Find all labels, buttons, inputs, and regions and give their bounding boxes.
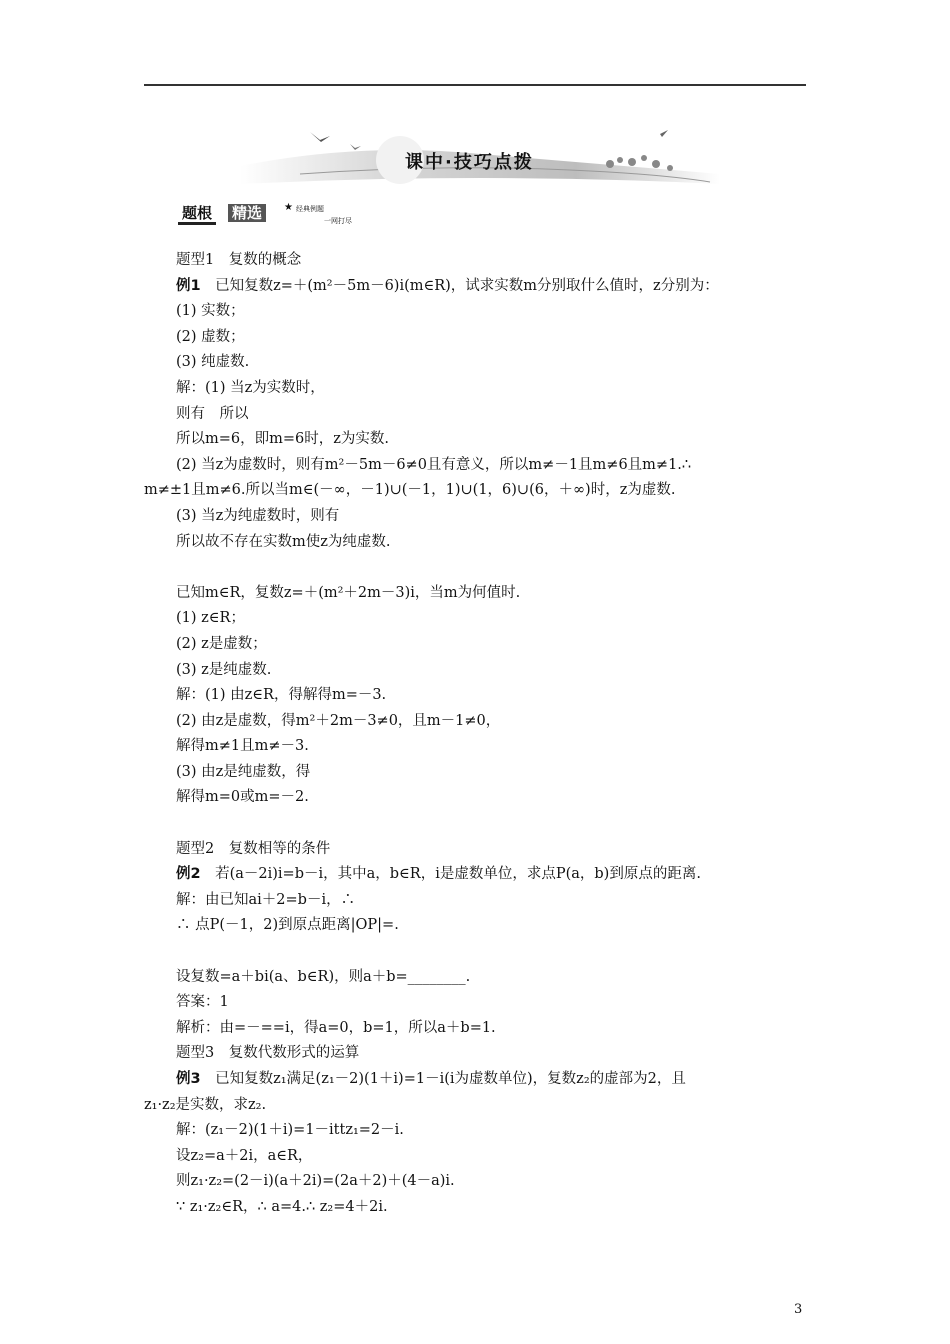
text-line (144, 1067, 810, 1093)
text-line: z₁·z₂是实数，求z₂. (144, 1096, 267, 1113)
text-line: 题型2 复数相等的条件 (176, 840, 331, 857)
text-line: 解：(1) 由z∈R，得解得m=－3. (176, 687, 387, 704)
tag-subtitle-2: 一网打尽 (324, 217, 352, 225)
example-label: 例3 (176, 1071, 201, 1087)
example-label: 例1 (176, 277, 201, 294)
text-line: (3) 当z为纯虚数时，则有 (176, 507, 340, 524)
text-line: 解得m≠1且m≠－3. (176, 738, 309, 755)
section-banner (240, 124, 720, 190)
tag-label-a: 题根 (178, 204, 216, 225)
text-line: 题型3 复数代数形式的运算 (176, 1045, 360, 1062)
text-line: (3) 纯虚数. (176, 354, 250, 371)
top-rule (144, 84, 806, 86)
text-line: (1) 实数； (176, 303, 245, 320)
star-icon: ★ (284, 202, 293, 213)
text-line: (2) 由z是虚数，得m²＋2m－3≠0，且m－1≠0， (176, 712, 501, 729)
text-line: (3) 由z是纯虚数，得 (176, 763, 311, 780)
text-line: 解：(z₁－2)(1＋i)=1－ittz₁=2－i. (176, 1122, 404, 1139)
text-line: ∵ z₁·z₂∈R，∴ a=4.∴ z₂=4＋2i. (176, 1198, 388, 1215)
text-line: ∴ 点P(－1，2)到原点距离|OP|=. (176, 917, 399, 934)
text-line: 则z₁·z₂=(2－i)(a＋2i)=(2a＋2)＋(4－a)i. (176, 1173, 455, 1190)
text-line: (3) z是纯虚数. (176, 661, 272, 678)
text-line (144, 274, 810, 300)
text-line: (2) z是虚数； (176, 635, 267, 652)
line-text: 若(a－2i)i=b－i，其中a，b∈R，i是虚数单位，求点P(a，b)到原点的距离. (200, 866, 701, 883)
text-line: 已知m∈R，复数z=＋(m²＋2m－3)i，当m为何值时. (176, 584, 521, 601)
line-text: 已知复数z₁满足(z₁－2)(1＋i)=1－i(i为虚数单位)，复数z₂的虚部为2，且 (200, 1071, 686, 1087)
text-line: 所以m=6，即m=6时，z为实数. (176, 431, 389, 448)
text-line: 解：(1) 当z为实数时， (176, 379, 325, 396)
banner-title: 课中·技巧点拨 (405, 152, 534, 173)
text-line: 答案：1 (176, 994, 229, 1011)
text-line: 解得m=0或m=－2. (176, 789, 309, 806)
text-line: (2) 当z为虚数时，则有m²－5m－6≠0且有意义，所以m≠－1且m≠6且m≠1.∴ (176, 456, 692, 473)
tag-label-b: 精选 (228, 204, 266, 222)
text-line: 解析：由=－==i，得a=0，b=1，所以a＋b=1. (176, 1019, 496, 1036)
text-line: 题型1 复数的概念 (176, 252, 302, 268)
section-tag (178, 200, 378, 230)
page-number: 3 (794, 1302, 803, 1317)
text-line: 所以故不存在实数m使z为纯虚数. (176, 533, 391, 550)
document-body (144, 248, 810, 1221)
line-text: 已知复数z=＋(m²－5m－6)i(m∈R)，试求实数m分别取什么值时，z分别为： (200, 277, 719, 294)
blank-line (144, 555, 810, 581)
text-line: 设复数=a＋bi(a、b∈R)，则a＋b=________. (176, 968, 471, 985)
tag-subtitle-1: 经典例题 (296, 205, 324, 213)
text-line: 则有 所以 (176, 405, 249, 422)
text-line: (2) 虚数； (176, 328, 245, 345)
text-line (144, 862, 810, 888)
blank-line (144, 939, 810, 965)
example-label: 例2 (176, 866, 201, 883)
text-line: (1) z∈R； (176, 610, 245, 627)
text-line: m≠±1且m≠6.所以当m∈(－∞，－1)∪(－1，1)∪(1，6)∪(6，＋∞)时，z为虚数. (144, 482, 676, 499)
blank-line (144, 811, 810, 837)
text-line: 设z₂=a＋2i，a∈R， (176, 1147, 313, 1164)
text-line: 解：由已知ai＋2=b－i，∴ (176, 891, 356, 908)
